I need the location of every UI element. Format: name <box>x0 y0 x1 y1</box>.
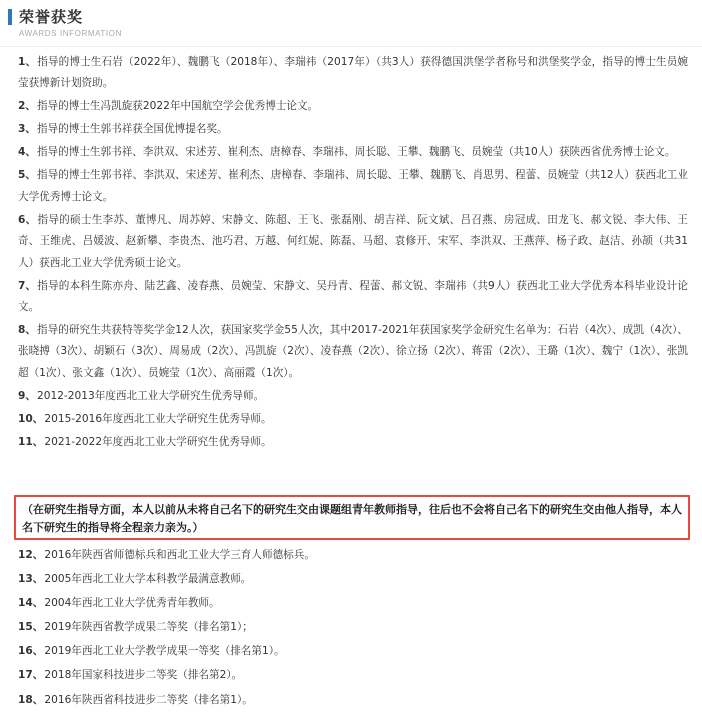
award-item-text: 指导的研究生共获特等奖学金12人次，获国家奖学金55人次，其中2017-2021年获国家奖学金研究生名单为：石岩（4次）、成凯（4次）、张晓搏（3次）、胡颖石（3次）、周易成（2次）、冯凯旋（2次）、凌春燕（2次）、徐立扬（2次）、蒋雷（2次）、王璐（1次）、魏宁（1次）、张凯超（1次）、张文鑫（1次）、员婉莹（1次）、高丽霞（1次）。 <box>18 324 688 379</box>
award-item <box>18 432 688 453</box>
award-item <box>18 210 688 274</box>
section-title: 荣誉获奖 <box>19 8 84 26</box>
award-item-text: 2018年国家科技进步二等奖（排名第2）。 <box>44 669 243 682</box>
award-item <box>18 320 688 384</box>
award-item <box>18 409 688 430</box>
award-item <box>18 616 688 639</box>
award-item-text: 2015-2016年度西北工业大学研究生优秀导师。 <box>44 412 272 425</box>
award-item-number: 7、 <box>18 279 37 292</box>
divider <box>0 46 702 47</box>
awards-list <box>18 52 688 455</box>
award-item-text: 指导的硕士生李苏、董博凡、周苏婷、宋静文、陈超、王飞、张磊刚、胡吉祥、阮文斌、吕召燕、房冠成、田龙飞、郝文锐、李大伟、王奇、王维虎、吕媛波、赵新攀、李贵杰、池巧君、万越、何红妮、陈磊、马超、袁修开、宋军、李洪双、王燕萍、杨子政、赵洁、孙颉（共31人）获西北工业大学优秀硕士论文。 <box>18 213 689 269</box>
award-item <box>18 544 688 567</box>
award-item-number: 18、 <box>18 693 44 706</box>
award-item-number: 17、 <box>18 669 44 682</box>
award-item-number: 11、 <box>18 435 44 448</box>
award-item <box>18 664 688 687</box>
award-item-text: 指导的博士生郭书祥获全国优博提名奖。 <box>36 123 228 136</box>
award-item-number: 6、 <box>18 213 37 226</box>
award-item-text: 2019年陕西省教学成果二等奖（排名第1）； <box>44 621 253 634</box>
award-item-number: 13、 <box>18 573 44 586</box>
section-subtitle: AWARDS INFORMATION <box>19 29 122 38</box>
award-item <box>18 386 688 407</box>
highlight-note: （在研究生指导方面，本人以前从未将自己名下的研究生交由课题组青年教师指导，往后也不会将自己名下的研究生交由他人指导，本人名下研究生的指导将全程亲力亲为。） <box>14 495 690 540</box>
award-item-text: 指导的博士生郭书祥、李洪双、宋述芳、崔利杰、唐樟春、李瑞祎、周长聪、王攀、魏鹏飞、肖思男、程蕾、员婉莹（共12人）获西北工业大学优秀博士论文。 <box>18 169 688 203</box>
award-item-number: 5、 <box>18 169 37 182</box>
award-item-text: 2019年西北工业大学教学成果一等奖（排名第1）。 <box>44 645 285 658</box>
award-item-number: 2、 <box>18 100 36 113</box>
award-item <box>18 142 688 163</box>
award-item-text: 2005年西北工业大学本科教学最满意教师。 <box>44 573 252 586</box>
award-item-text: 2016年陕西省科技进步二等奖（排名第1）。 <box>44 693 253 706</box>
award-item-number: 3、 <box>18 123 36 136</box>
award-item-number: 16、 <box>18 645 44 658</box>
award-item <box>18 276 688 319</box>
award-item-number: 15、 <box>18 621 44 634</box>
award-item <box>18 119 688 140</box>
award-item-text: 2004年西北工业大学优秀青年教师。 <box>44 597 220 610</box>
award-item-number: 8、 <box>18 324 37 337</box>
award-item-text: 指导的本科生陈亦舟、陆艺鑫、凌春燕、员婉莹、宋静文、吴丹青、程蕾、郝文锐、李瑞祎（共9人）获西北工业大学优秀本科毕业设计论文。 <box>18 279 688 314</box>
award-item-number: 12、 <box>18 549 44 561</box>
award-item-text: 指导的博士生郭书祥、李洪双、宋述芳、崔利杰、唐樟春、李瑞祎、周长聪、王攀、魏鹏飞、员婉莹（共10人）获陕西省优秀博士论文。 <box>36 146 676 159</box>
award-item <box>18 52 688 95</box>
award-item-number: 1、 <box>18 56 37 68</box>
award-item-text: 2016年陕西省师德标兵和西北工业大学三育人师德标兵。 <box>44 549 315 561</box>
award-item-text: 指导的博士生冯凯旋获2022年中国航空学会优秀博士论文。 <box>36 100 319 113</box>
award-item-number: 14、 <box>18 597 44 610</box>
section-header <box>8 6 122 38</box>
award-item-number: 9、 <box>18 389 36 402</box>
award-item-text: 指导的博士生石岩（2022年）、魏鹏飞（2018年）、李瑞祎（2017年）（共3人）获得德国洪堡学者称号和洪堡奖学金，指导的博士生员婉莹获博新计划资助。 <box>18 56 689 90</box>
award-item-number: 10、 <box>18 412 44 425</box>
award-item <box>18 568 688 591</box>
award-item <box>18 640 688 663</box>
section-marker-icon <box>8 9 12 25</box>
award-item <box>18 165 688 208</box>
award-item-text: 2021-2022年度西北工业大学研究生优秀导师。 <box>44 435 272 448</box>
award-item <box>18 96 688 117</box>
awards-list-continued <box>18 544 688 713</box>
award-item-number: 4、 <box>18 146 36 159</box>
award-item-text: 2012-2013年度西北工业大学研究生优秀导师。 <box>36 389 265 402</box>
award-item <box>18 689 688 712</box>
award-item <box>18 592 688 615</box>
